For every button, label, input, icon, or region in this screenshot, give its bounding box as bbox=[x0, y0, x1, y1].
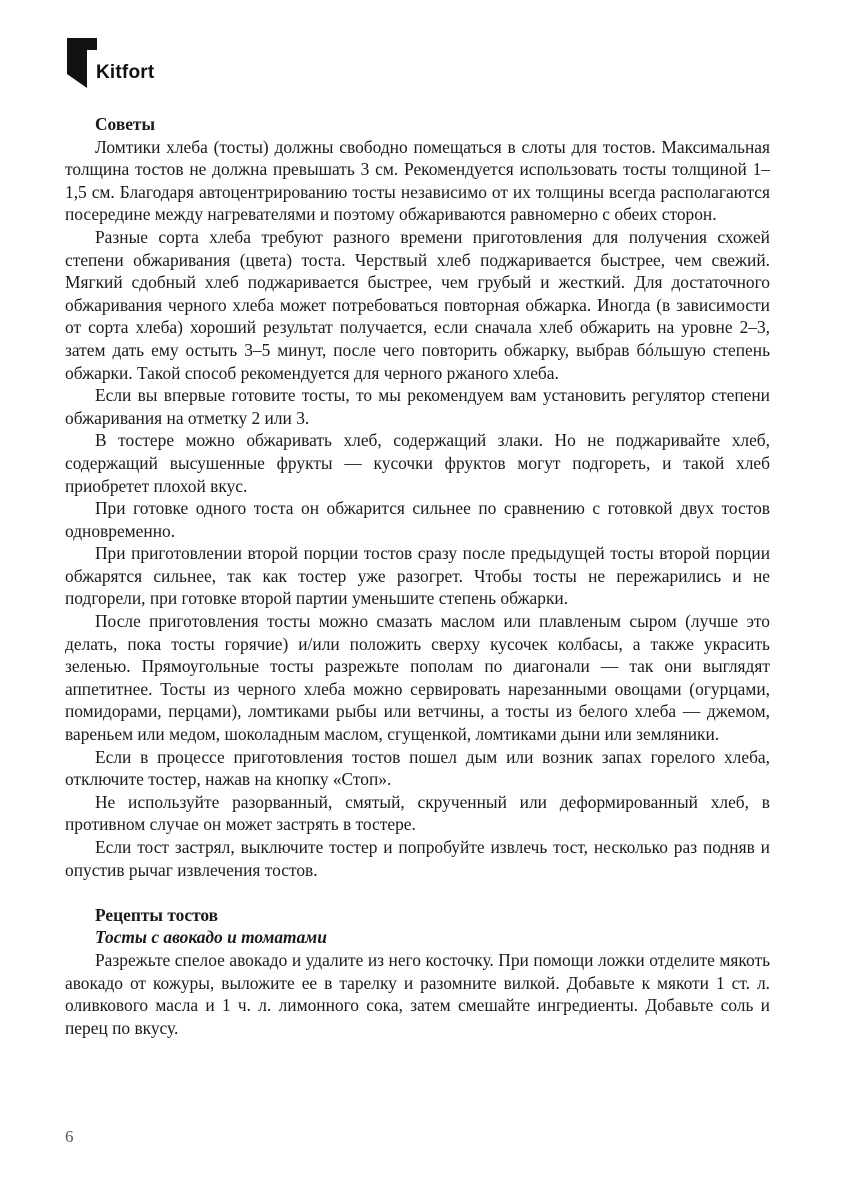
tips-paragraph: Если вы впервые готовите тосты, то мы рекомендуем вам установить регулятор степени обжаривания на отметку 2 или 3. bbox=[65, 385, 770, 428]
tips-paragraph: Не используйте разорванный, смятый, скрученный или деформированный хлеб, в противном случае он может застрять в тостере. bbox=[65, 791, 770, 835]
section-heading-tips: Советы bbox=[95, 114, 156, 134]
tips-paragraph: Ломтики хлеба (тосты) должны свободно помещаться в слоты для тостов. Максимальная толщина тостов не должна превышать 3 см. Рекомендуется использовать тосты толщиной 1–1,5 см. Благодаря автоцентрированию тосты независимо от их толщины всегда располагаются посередине между нагревателями и поэтому обжариваются равномерно с обеих сторон. bbox=[65, 136, 770, 225]
section-gap bbox=[65, 881, 770, 904]
tips-paragraph: Если тост застрял, выключите тостер и попробуйте извлечь тост, несколько раз подняв и опустив рычаг извлечения тостов. bbox=[65, 837, 770, 880]
document-body bbox=[65, 113, 770, 1039]
recipe-title: Тосты с авокадо и томатами bbox=[95, 927, 327, 948]
page-number: 6 bbox=[65, 1127, 74, 1146]
tips-paragraph: При готовке одного тоста он обжарится сильнее по сравнению с готовкой двух тостов одновременно. bbox=[65, 498, 770, 541]
section-heading-recipes: Рецепты тостов bbox=[95, 904, 219, 925]
recipe-paragraph: Разрежьте спелое авокадо и удалите из него косточку. При помощи ложки отделите мякоть авокадо от кожуры, выложите ее в тарелку и разомните вилкой. Добавьте к мякоти 1 ст. л. оливкового масла и 1 ч. л. лимонного сока, затем смешайте ингредиенты. Добавьте соль и перец по вкусу. bbox=[65, 949, 770, 1038]
tips-paragraph: Если в процессе приготовления тостов пошел дым или возник запах горелого хлеба, отключите тостер, нажав на кнопку «Стоп». bbox=[65, 746, 770, 790]
tips-paragraph: После приготовления тосты можно смазать маслом или плавленым сыром (лучше это делать, пока тосты горячие) и/или положить сверху кусочек колбасы, а также украсить зеленью. Прямоугольные тосты разрежьте пополам по диагонали — так они выглядят аппетитнее. Тосты из черного хлеба можно сервировать нарезанными овощами (огурцами, помидорами, перцами), ломтиками рыбы или ветчины, а тосты из белого хлеба — джемом, вареньем или медом, шоколадным маслом, сгущенкой, ломтиками дыни или земляники. bbox=[65, 611, 770, 745]
brand-name: Kitfort bbox=[96, 62, 155, 83]
tips-paragraph: В тостере можно обжаривать хлеб, содержащий злаки. Но не поджаривайте хлеб, содержащий высушенные фрукты — кусочки фруктов могут подгореть, и такой хлеб приобретет плохой вкус. bbox=[65, 430, 770, 496]
tips-paragraph: При приготовлении второй порции тостов сразу после предыдущей тосты второй порции обжарятся сильнее, так как тостер уже разогрет. Чтобы тосты не пережарились и не подгорели, при готовке второй партии уменьшите степень обжарки. bbox=[65, 543, 770, 609]
tips-paragraph: Разные сорта хлеба требуют разного времени приготовления для получения схожей степени обжаривания (цвета) тоста. Черствый хлеб поджаривается быстрее, чем свежий. Мягкий сдобный хлеб поджаривается быстрее, чем грубый и жесткий. Для достаточного обжаривания черного хлеба может потребоваться повторная обжарка. Иногда (в зависимости от сорта хлеба) хороший результат получается, если сначала хлеб обжарить на уровне 2–3, затем дать ему остыть 3–5 минут, после чего повторить обжарку, выбрав бóльшую степень обжарки. Такой способ рекомендуется для черного ржаного хлеба. bbox=[65, 226, 770, 383]
